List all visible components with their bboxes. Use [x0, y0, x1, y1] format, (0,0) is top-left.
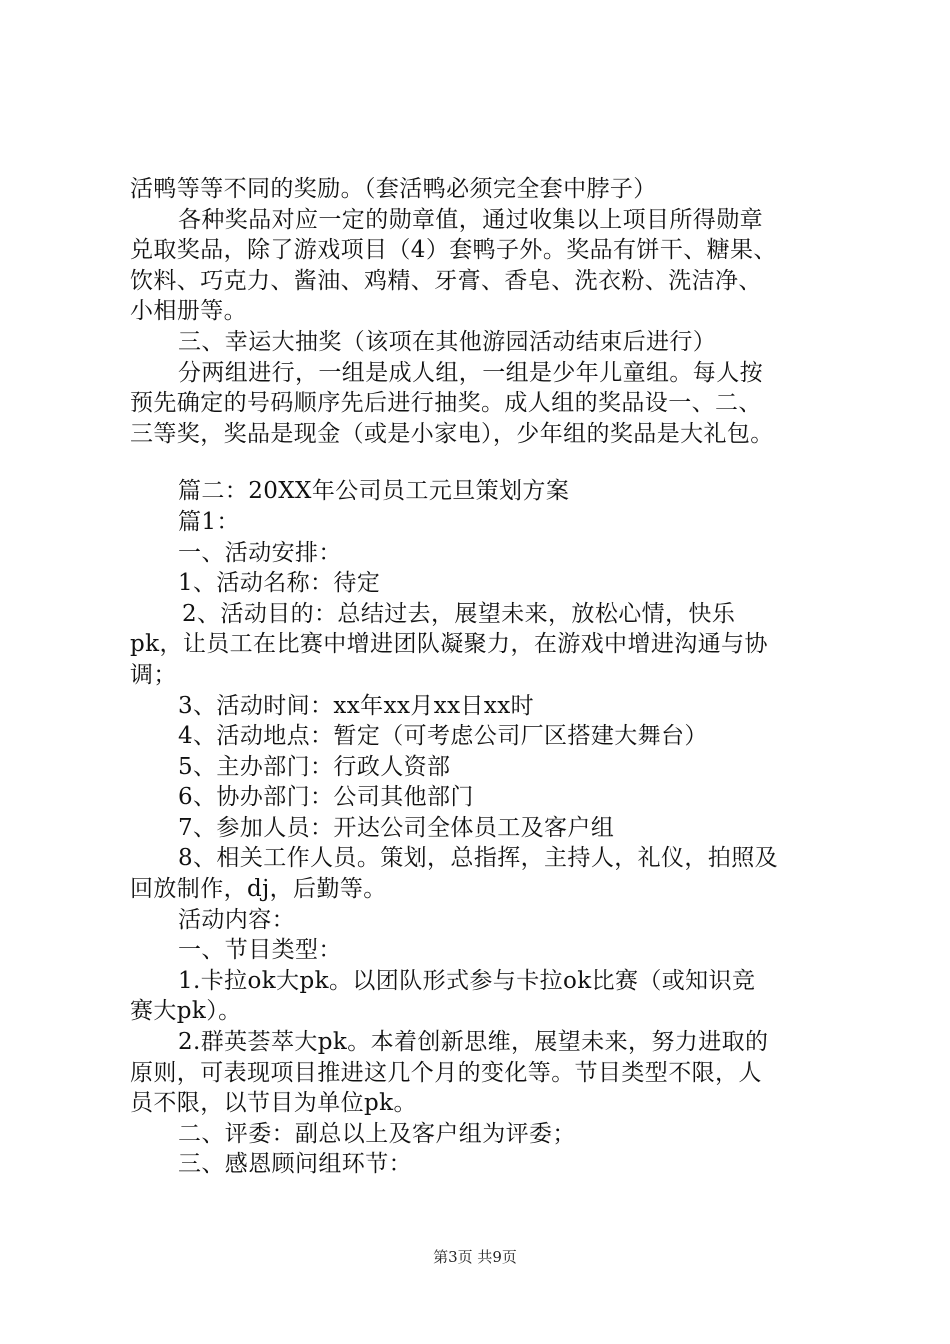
text-line: 2.群英荟萃大pk。本着创新思维，展望未来，努力进取的 [178, 1029, 769, 1056]
text-line: 饮料、巧克力、酱油、鸡精、牙膏、香皂、洗衣粉、洗洁净、 [130, 267, 762, 294]
section-heading: 二、评委：副总以上及客户组为评委； [178, 1120, 576, 1147]
chapter-title: 篇二：20XX年公司员工元旦策划方案 [178, 478, 570, 505]
text-line: 原则，可表现项目推进这几个月的变化等。节目类型不限，人 [130, 1059, 762, 1086]
text-line: 兑取奖品，除了游戏项目（4）套鸭子外。奖品有饼干、糖果、 [130, 237, 777, 264]
text-line: 3、活动时间：xx年xx月xx日xx时 [178, 692, 535, 719]
text-line: 回放制作，dj，后勤等。 [130, 876, 387, 903]
document-body [130, 174, 830, 1180]
text-line: 小相册等。 [130, 298, 247, 325]
text-line: 1.卡拉ok大pk。以团队形式参与卡拉ok比赛（或知识竞 [178, 967, 756, 994]
section-heading: 三、幸运大抽奖（该项在其他游园活动结束后进行） [178, 328, 717, 355]
text-line: pk，让员工在比赛中增进团队凝聚力，在游戏中增进沟通与协 [130, 631, 768, 658]
section-heading: 活动内容： [178, 906, 295, 933]
section-heading: 一、节目类型： [178, 937, 342, 964]
text-line: 1、活动名称：待定 [178, 570, 381, 597]
sub-title: 篇1： [178, 508, 240, 535]
text-line: 6、协办部门：公司其他部门 [178, 784, 474, 811]
text-line: 7、参加人员：开达公司全体员工及客户组 [178, 814, 615, 841]
text-line: 2、活动目的：总结过去，展望未来，放松心情，快乐 [182, 600, 736, 627]
section-heading: 一、活动安排： [178, 539, 342, 566]
text-line: 预先确定的号码顺序先后进行抽奖。成人组的奖品设一、二、 [130, 390, 762, 417]
text-line: 三等奖，奖品是现金（或是小家电），少年组的奖品是大礼包。 [130, 420, 774, 447]
text-line: 员不限，以节目为单位pk。 [130, 1090, 417, 1117]
text-line: 赛大pk）。 [130, 998, 242, 1025]
text-line: 4、活动地点：暂定（可考虑公司厂区搭建大舞台） [178, 723, 708, 750]
text-line: 调； [130, 661, 177, 688]
text-line: 8、相关工作人员。策划，总指挥，主持人，礼仪，拍照及 [178, 845, 779, 872]
text-line: 分两组进行，一组是成人组，一组是少年儿童组。每人按 [178, 359, 763, 386]
section-heading: 三、感恩顾问组环节： [178, 1151, 412, 1178]
text-line: 各种奖品对应一定的勋章值，通过收集以上项目所得勋章 [178, 206, 763, 233]
page-footer [0, 1246, 950, 1267]
text-line: 5、主办部门：行政人资部 [178, 753, 451, 780]
paragraph-gap [130, 449, 830, 476]
page-number-label: 第3页 共9页 [433, 1248, 517, 1266]
text-line: 活鸭等等不同的奖励。（套活鸭必须完全套中脖子） [130, 176, 657, 202]
